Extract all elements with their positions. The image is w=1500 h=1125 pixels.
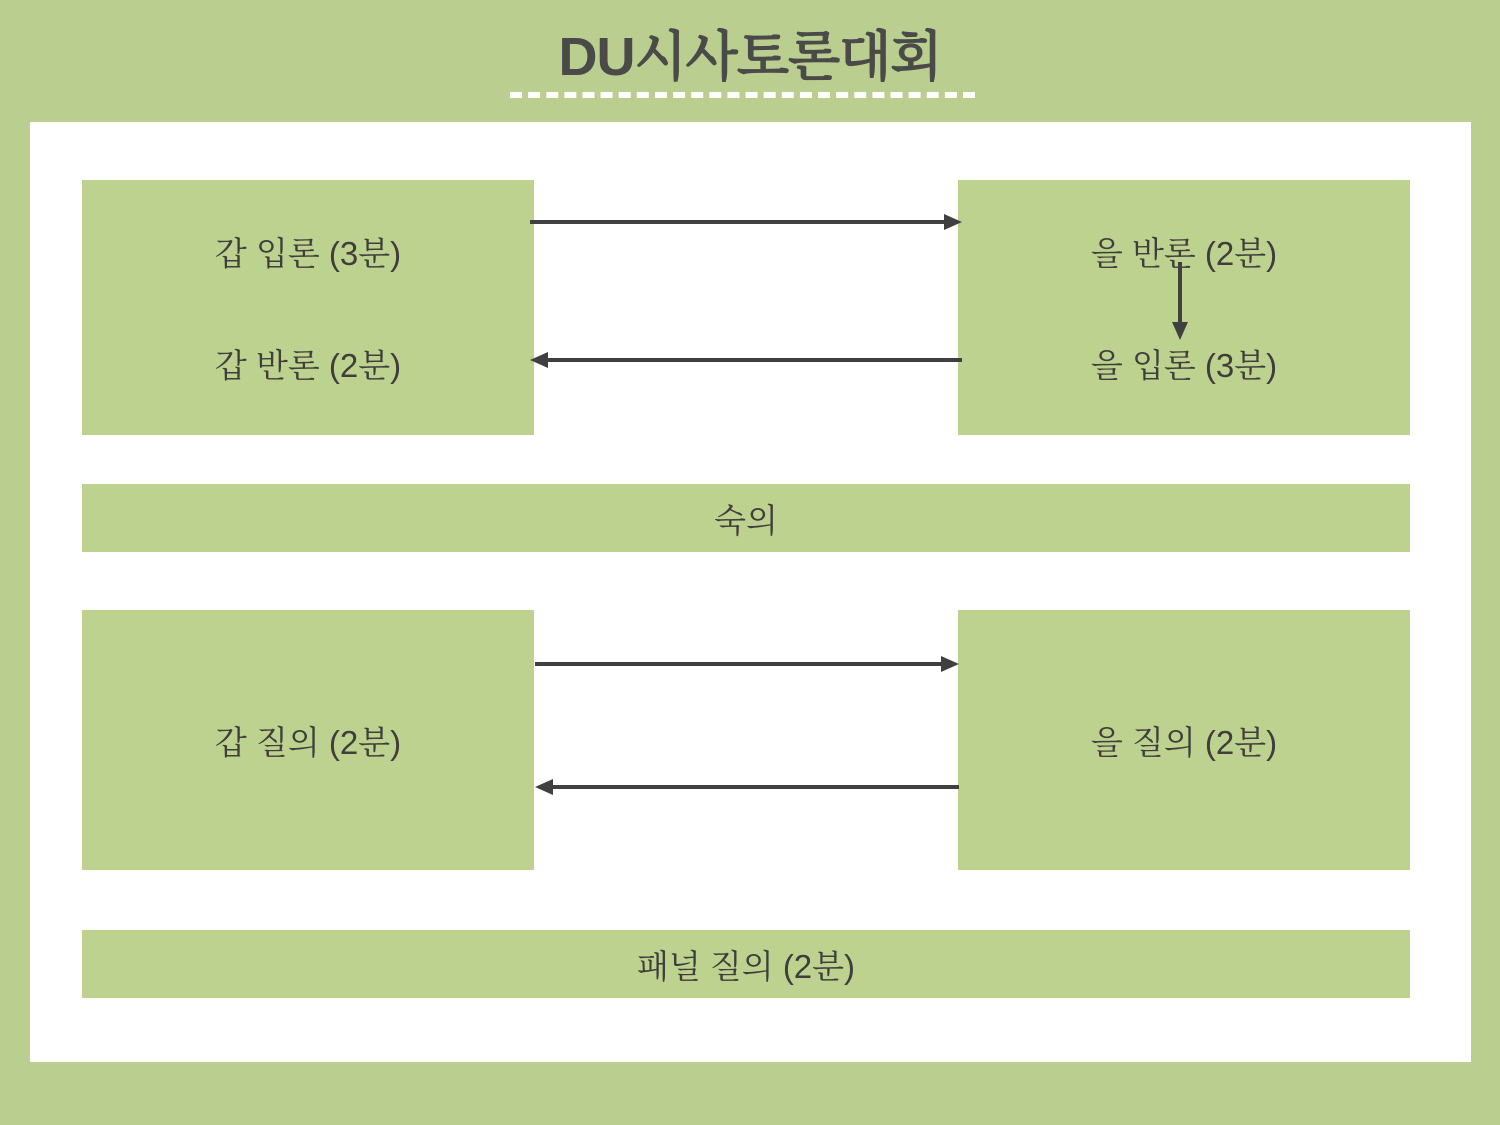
page-title: DU시사토론대회 [558,27,942,87]
arrow-eul-rebuttal-to-opening [1170,262,1190,340]
arrow-eul-to-gap-bottom [535,777,959,797]
box-eul-question: 을 질의 (2분) [958,610,1410,870]
box-label-gap-rebuttal: 갑 반론 (2분) [214,347,402,384]
box-gap-opening-rebuttal [82,180,534,435]
box-gap-question: 갑 질의 (2분) [82,610,534,870]
arrow-eul-to-gap-top [530,350,962,370]
arrow-gap-to-eul-top [530,212,962,232]
band-deliberation: 숙의 [82,484,1410,552]
box-label-eul-opening: 을 입론 (3분) [1090,347,1278,384]
title-dashed-underline [510,92,975,98]
diagram-canvas [30,122,1471,1062]
box-label-gap-opening: 갑 입론 (3분) [214,235,402,272]
band-panel-question: 패널 질의 (2분) [82,930,1410,998]
arrow-gap-to-eul-bottom [535,654,959,674]
box-label-eul-rebuttal: 을 반론 (2분) [1090,235,1278,272]
